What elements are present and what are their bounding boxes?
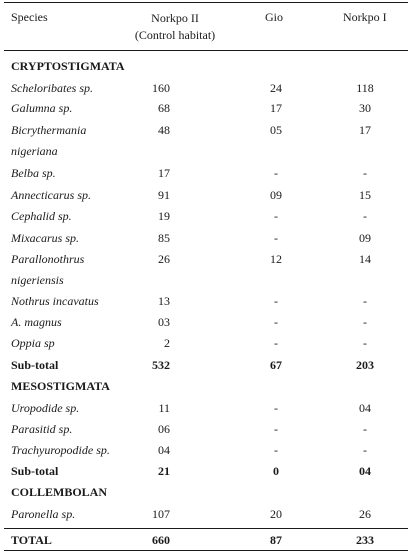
norkpo1-count: 26	[359, 507, 371, 521]
table-row	[0, 333, 413, 355]
header-norkpo2-label: Norkpo II	[151, 11, 199, 25]
norkpo2-count: 91	[158, 188, 170, 202]
norkpo1-count: 15	[359, 188, 371, 202]
norkpo2-count: 26	[158, 252, 170, 266]
table-bottom-rule	[4, 550, 408, 551]
norkpo1-count: 09	[359, 231, 371, 245]
gio-count: 09	[270, 188, 282, 202]
norkpo1-count: -	[363, 294, 367, 308]
gio-count: 12	[270, 252, 282, 266]
norkpo2-count: 11	[158, 401, 170, 415]
species-name: Mixacarus sp.	[11, 231, 79, 245]
species-name: Belba sp.	[11, 166, 56, 180]
norkpo2-count: 03	[158, 315, 170, 329]
norkpo1-count: 30	[359, 101, 371, 115]
table-row	[0, 504, 413, 526]
gio-count: 20	[270, 507, 282, 521]
header-norkpo2	[128, 10, 222, 44]
subtotal-row	[0, 355, 413, 377]
subtotal-row	[0, 461, 413, 483]
norkpo1-subtotal: 203	[356, 358, 374, 372]
norkpo1-count: 14	[359, 252, 371, 266]
norkpo2-count: 17	[158, 166, 170, 180]
norkpo1-total: 233	[356, 533, 374, 547]
table-row	[0, 98, 413, 120]
species-name: Galumna sp.	[11, 101, 73, 115]
gio-count: -	[274, 166, 278, 180]
table-row	[0, 440, 413, 462]
norkpo2-count: 68	[158, 101, 170, 115]
table-row	[0, 185, 413, 207]
table-row	[0, 312, 413, 334]
gio-subtotal: 0	[273, 464, 279, 478]
gio-count: 05	[270, 123, 282, 137]
species-name: Bicrythermania nigeriana	[11, 123, 87, 158]
norkpo1-count: -	[363, 336, 367, 350]
total-top-rule	[4, 528, 408, 529]
norkpo2-count: 107	[152, 507, 170, 521]
norkpo1-count: -	[363, 166, 367, 180]
species-name: Paronella sp.	[11, 507, 76, 521]
header-norkpo1: Norkpo I	[343, 10, 387, 24]
norkpo2-count: 85	[158, 231, 170, 245]
norkpo2-subtotal: 21	[158, 464, 170, 478]
norkpo1-count: -	[363, 443, 367, 457]
norkpo1-count: 118	[356, 81, 374, 95]
norkpo1-count: -	[363, 209, 367, 223]
table-row	[0, 78, 413, 100]
species-name: Parasitid sp.	[11, 422, 73, 436]
species-name: Uropodide sp.	[11, 401, 80, 415]
gio-count: -	[274, 422, 278, 436]
species-name: Nothrus incavatus	[11, 294, 99, 308]
norkpo2-count: 48	[158, 123, 170, 137]
species-name: Annecticarus sp.	[11, 188, 91, 202]
table-row	[0, 206, 413, 228]
norkpo1-count: -	[363, 315, 367, 329]
species-name: Parallonothrus nigeriensis	[11, 252, 85, 287]
norkpo2-count: 2	[164, 336, 170, 350]
header-norkpo2-sublabel: (Control habitat)	[134, 28, 216, 42]
gio-count: 17	[270, 101, 282, 115]
species-name: A. magnus	[11, 315, 62, 329]
gio-total: 87	[270, 533, 282, 547]
norkpo2-total: 660	[152, 533, 170, 547]
table-row	[0, 228, 413, 250]
norkpo1-subtotal: 04	[359, 464, 371, 478]
table-row	[0, 291, 413, 313]
gio-count: 24	[270, 81, 282, 95]
norkpo1-count: 17	[359, 123, 371, 137]
species-name: Cephalid sp.	[11, 209, 72, 223]
gio-count: -	[274, 401, 278, 415]
species-name: Scheloribates sp.	[11, 81, 93, 95]
norkpo2-subtotal: 532	[152, 358, 170, 372]
total-row	[0, 530, 413, 552]
norkpo2-count: 06	[158, 422, 170, 436]
norkpo2-count: 13	[158, 294, 170, 308]
section-title-mesostigmata: MESOSTIGMATA	[11, 379, 110, 393]
table-row	[0, 398, 413, 420]
table-row	[0, 163, 413, 185]
subtotal-label: Sub-total	[11, 358, 59, 372]
gio-count: -	[274, 209, 278, 223]
gio-count: -	[274, 294, 278, 308]
gio-count: -	[274, 315, 278, 329]
gio-subtotal: 67	[270, 358, 282, 372]
total-label: TOTAL	[11, 533, 52, 547]
header-bottom-rule	[4, 50, 408, 51]
header-species: Species	[11, 10, 48, 24]
subtotal-label: Sub-total	[11, 464, 59, 478]
section-title-collembolan: COLLEMBOLAN	[11, 485, 108, 499]
gio-count: -	[274, 231, 278, 245]
gio-count: -	[274, 336, 278, 350]
species-name: Oppia sp	[11, 336, 55, 350]
header-gio: Gio	[265, 10, 283, 24]
norkpo1-count: -	[363, 422, 367, 436]
gio-count: -	[274, 443, 278, 457]
table-row	[0, 419, 413, 441]
table-top-rule	[4, 2, 408, 3]
table-row	[0, 120, 413, 164]
norkpo2-count: 19	[158, 209, 170, 223]
norkpo2-count: 160	[152, 81, 170, 95]
norkpo1-count: 04	[359, 401, 371, 415]
table-row	[0, 249, 413, 293]
species-name: Trachyuropodide sp.	[11, 443, 110, 457]
norkpo2-count: 04	[158, 443, 170, 457]
section-title-cryptostigmata: CRYPTOSTIGMATA	[11, 59, 125, 73]
